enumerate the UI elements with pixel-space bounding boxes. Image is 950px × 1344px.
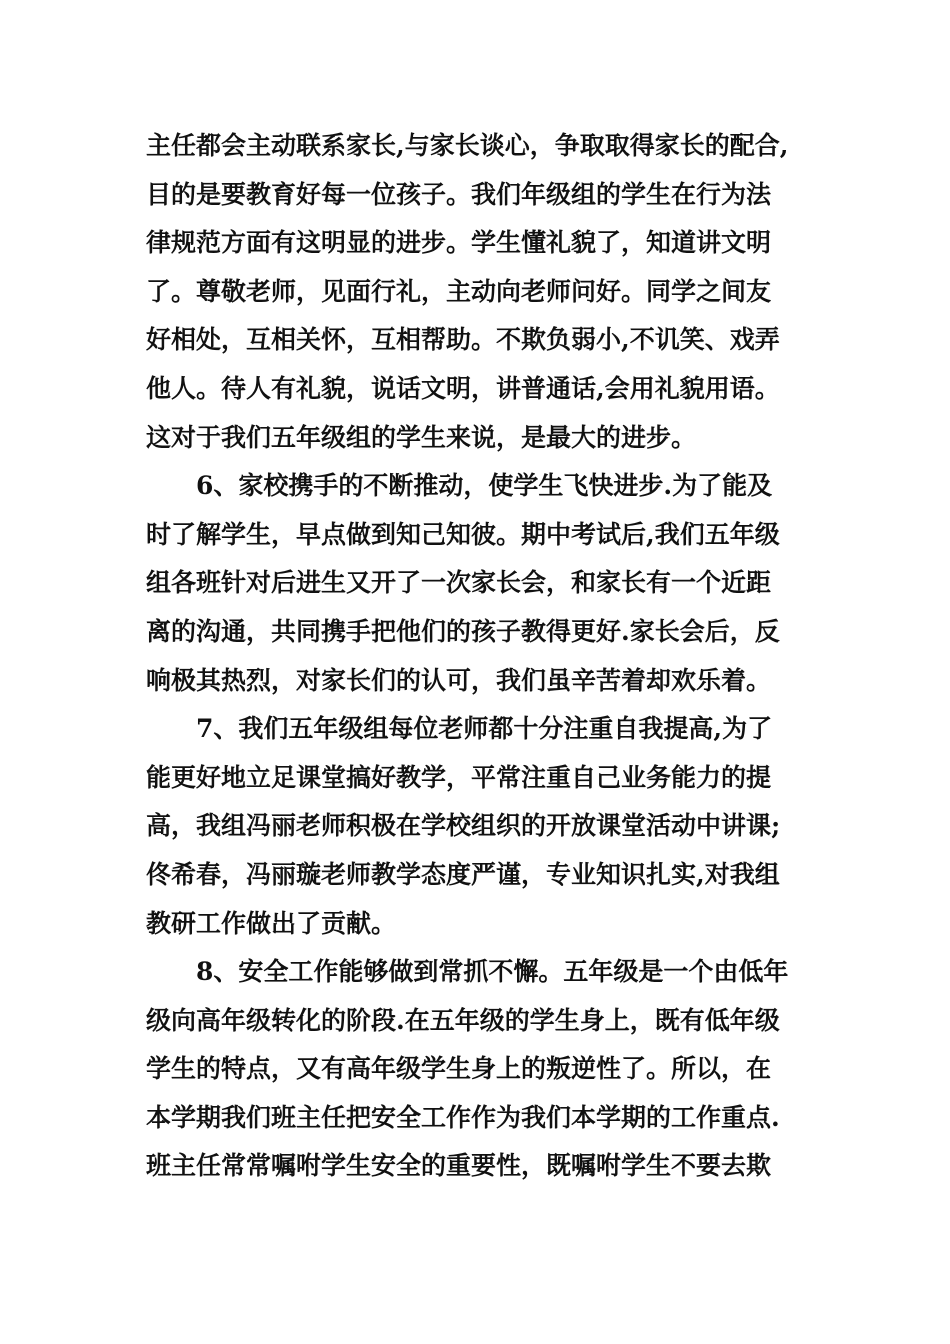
paragraph-6-start: 6、家校携手的不断推动，使学生飞快进步.为了能及 [196, 471, 773, 501]
body-text [146, 122, 816, 1191]
text-line-2: 目的是要教育好每一位孩子。我们年级组的学生在行为法 [146, 179, 772, 209]
text-line-12: 响极其热烈，对家长们的认可，我们虽辛苦着却欢乐着。 [146, 665, 772, 695]
text-line-16: 佟希春，冯丽璇老师教学态度严谨，专业知识扎实,对我组 [146, 859, 780, 889]
text-line-10: 组各班针对后进生又开了一次家长会，和家长有一个近距 [146, 568, 772, 598]
text-line-5: 好相处，互相关怀，互相帮助。不欺负弱小,不讥笑、戏弄 [146, 325, 780, 355]
text-line-17: 教研工作做出了贡献。 [146, 908, 397, 938]
text-line-4: 了。尊敬老师，见面行礼，主动向老师问好。同学之间友 [146, 276, 772, 306]
text-line-15: 高，我组冯丽老师积极在学校组织的开放课堂活动中讲课; [146, 811, 781, 841]
paragraph-7-start: 7、我们五年级组每位老师都十分注重自我提高,为了 [196, 714, 773, 744]
text-line-21: 本学期我们班主任把安全工作作为我们本学期的工作重点. [146, 1102, 780, 1132]
text-line-22: 班主任常常嘱咐学生安全的重要性，既嘱咐学生不要去欺 [146, 1151, 772, 1181]
text-line-19: 级向高年级转化的阶段.在五年级的学生身上，既有低年级 [146, 1005, 780, 1035]
text-line-3: 律规范方面有这明显的进步。学生懂礼貌了，知道讲文明 [146, 228, 772, 258]
text-line-14: 能更好地立足课堂搞好教学，平常注重自己业务能力的提 [146, 762, 772, 792]
text-line-11: 离的沟通，共同携手把他们的孩子教得更好.家长会后，反 [146, 616, 780, 646]
text-line-20: 学生的特点，又有高年级学生身上的叛逆性了。所以，在 [146, 1054, 772, 1084]
text-line-9: 时了解学生，早点做到知己知彼。期中考试后,我们五年级 [146, 519, 780, 549]
text-line-7: 这对于我们五年级组的学生来说，是最大的进步。 [146, 422, 697, 452]
text-line-1: 主任都会主动联系家长,与家长谈心，争取取得家长的配合, [146, 131, 789, 160]
text-line-6: 他人。待人有礼貌，说话文明，讲普通话,会用礼貌用语。 [146, 373, 780, 403]
paragraph-8-start: 8、安全工作能够做到常抓不懈。五年级是一个由低年 [196, 957, 789, 987]
